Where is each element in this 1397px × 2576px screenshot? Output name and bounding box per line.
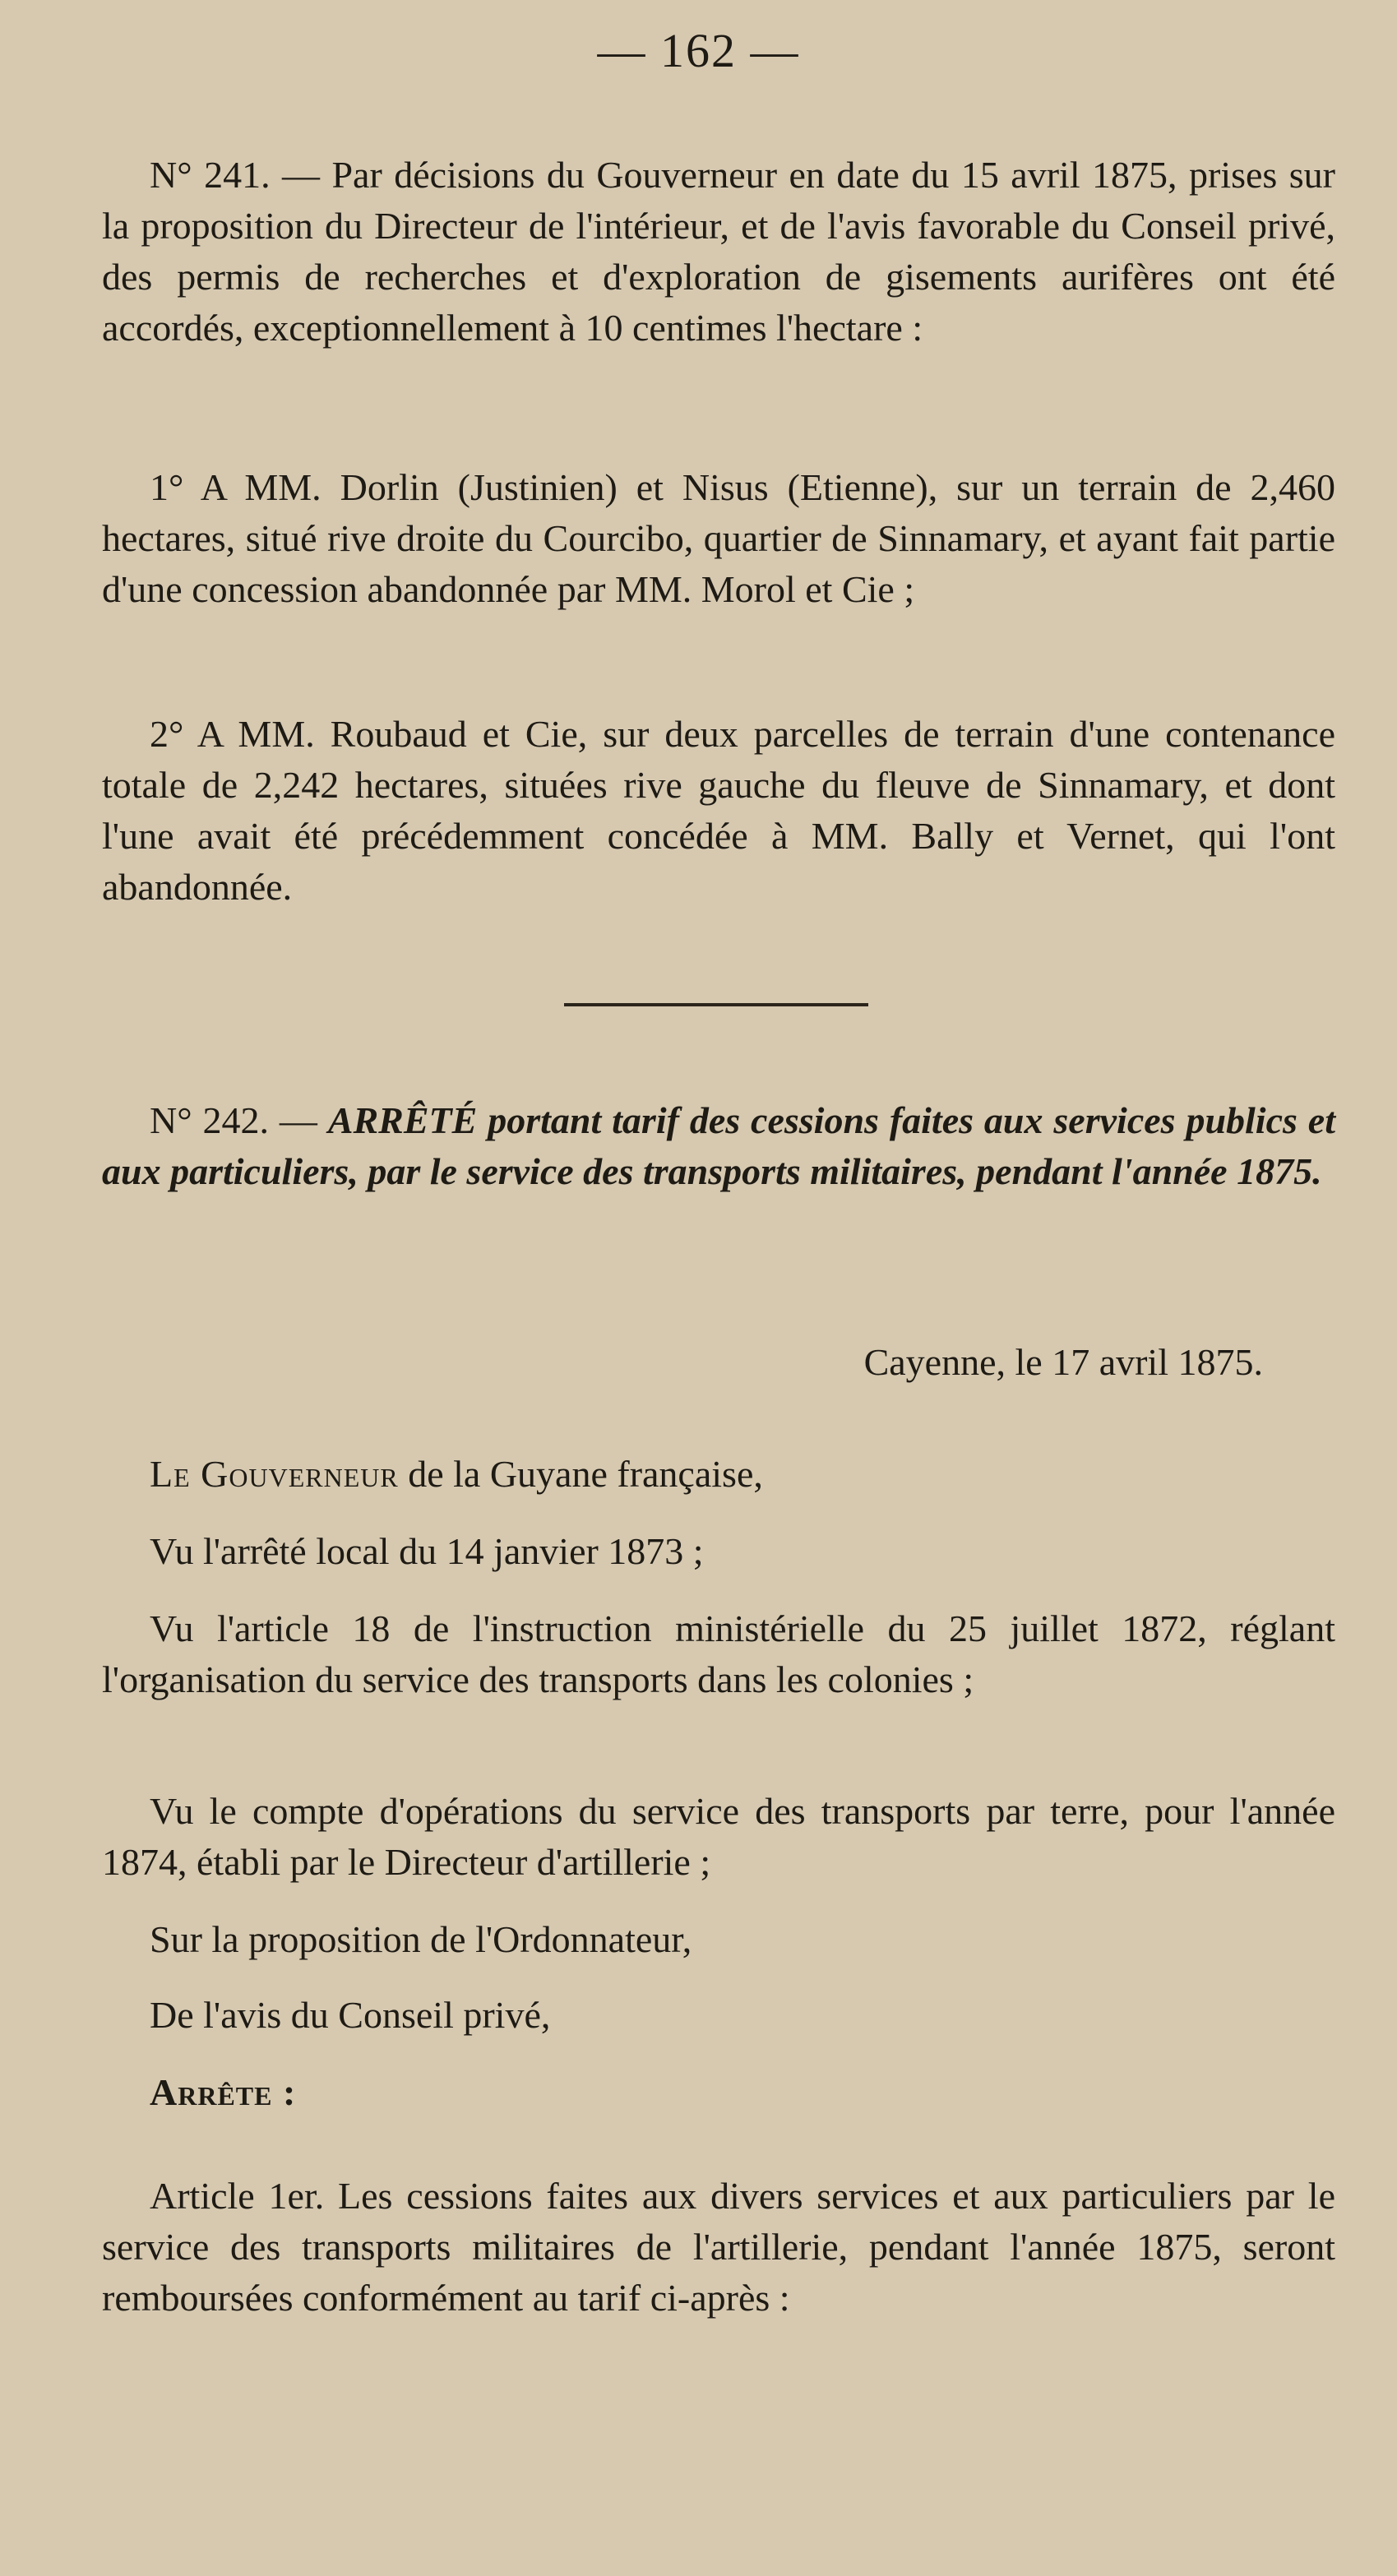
arrete-242-heading (102, 1095, 1335, 1197)
governor-rest: de la Guyane française, (398, 1453, 763, 1495)
arrete-242-number: N° 242. — (150, 1099, 317, 1141)
arrete-label: Arrête : (150, 2071, 297, 2113)
page-number-header: — 162 — (597, 24, 800, 77)
section-divider (564, 1003, 868, 1006)
decision-241-paragraph: N° 241. — Par décisions du Gouverneur en date du 15 avril 1875, prises sur la proposition du Directeur de l'intérieur, et de l'avis favorable du Conseil privé, des permis de recherches et d'exploration de gisements aurifères ont été accordés, exceptionnellement à 10 centimes l'hectare : (102, 154, 1335, 349)
arrete-242-title: ARRÊTÉ portant tarif des cessions faites aux services publics et aux particuliers, par le service des transports militaires, pendant l'année 1875. (102, 1099, 1335, 1192)
vu-compte: Vu le compte d'opérations du service des transports par terre, pour l'année 1874, établi par le Directeur d'artillerie ; (102, 1790, 1335, 1883)
governor-line (102, 1449, 1335, 1500)
de-avis: De l'avis du Conseil privé, (150, 1994, 551, 2036)
vu-instruction: Vu l'article 18 de l'instruction ministérielle du 25 juillet 1872, réglant l'organisation du service des transports dans les colonies ; (102, 1607, 1335, 1700)
vu-arrete-local: Vu l'arrêté local du 14 janvier 1873 ; (150, 1530, 704, 1572)
arrete-place-date: Cayenne, le 17 avril 1875. (863, 1341, 1263, 1383)
sur-proposition: Sur la proposition de l'Ordonnateur, (150, 1918, 692, 1960)
decision-241-item-2: 2° A MM. Roubaud et Cie, sur deux parcelles de terrain d'une contenance totale de 2,242 hectares, situées rive gauche du fleuve de Sinnamary, et dont l'une avait été précédemment concédée à MM. Bally et Vernet, qui l'ont abandonnée. (102, 713, 1335, 908)
article-1: Article 1er. Les cessions faites aux divers services et aux particuliers par le service des transports militaires de l'artillerie, pendant l'année 1875, seront remboursées conformément au tarif ci-après : (102, 2175, 1335, 2319)
decision-241-item-1: 1° A MM. Dorlin (Justinien) et Nisus (Etienne), sur un terrain de 2,460 hectares, situé rive droite du Courcibo, quartier de Sinnamary, et ayant fait partie d'une concession abandonnée par MM. Morol et Cie ; (102, 466, 1335, 610)
governor-title: Le Gouverneur (150, 1453, 399, 1495)
